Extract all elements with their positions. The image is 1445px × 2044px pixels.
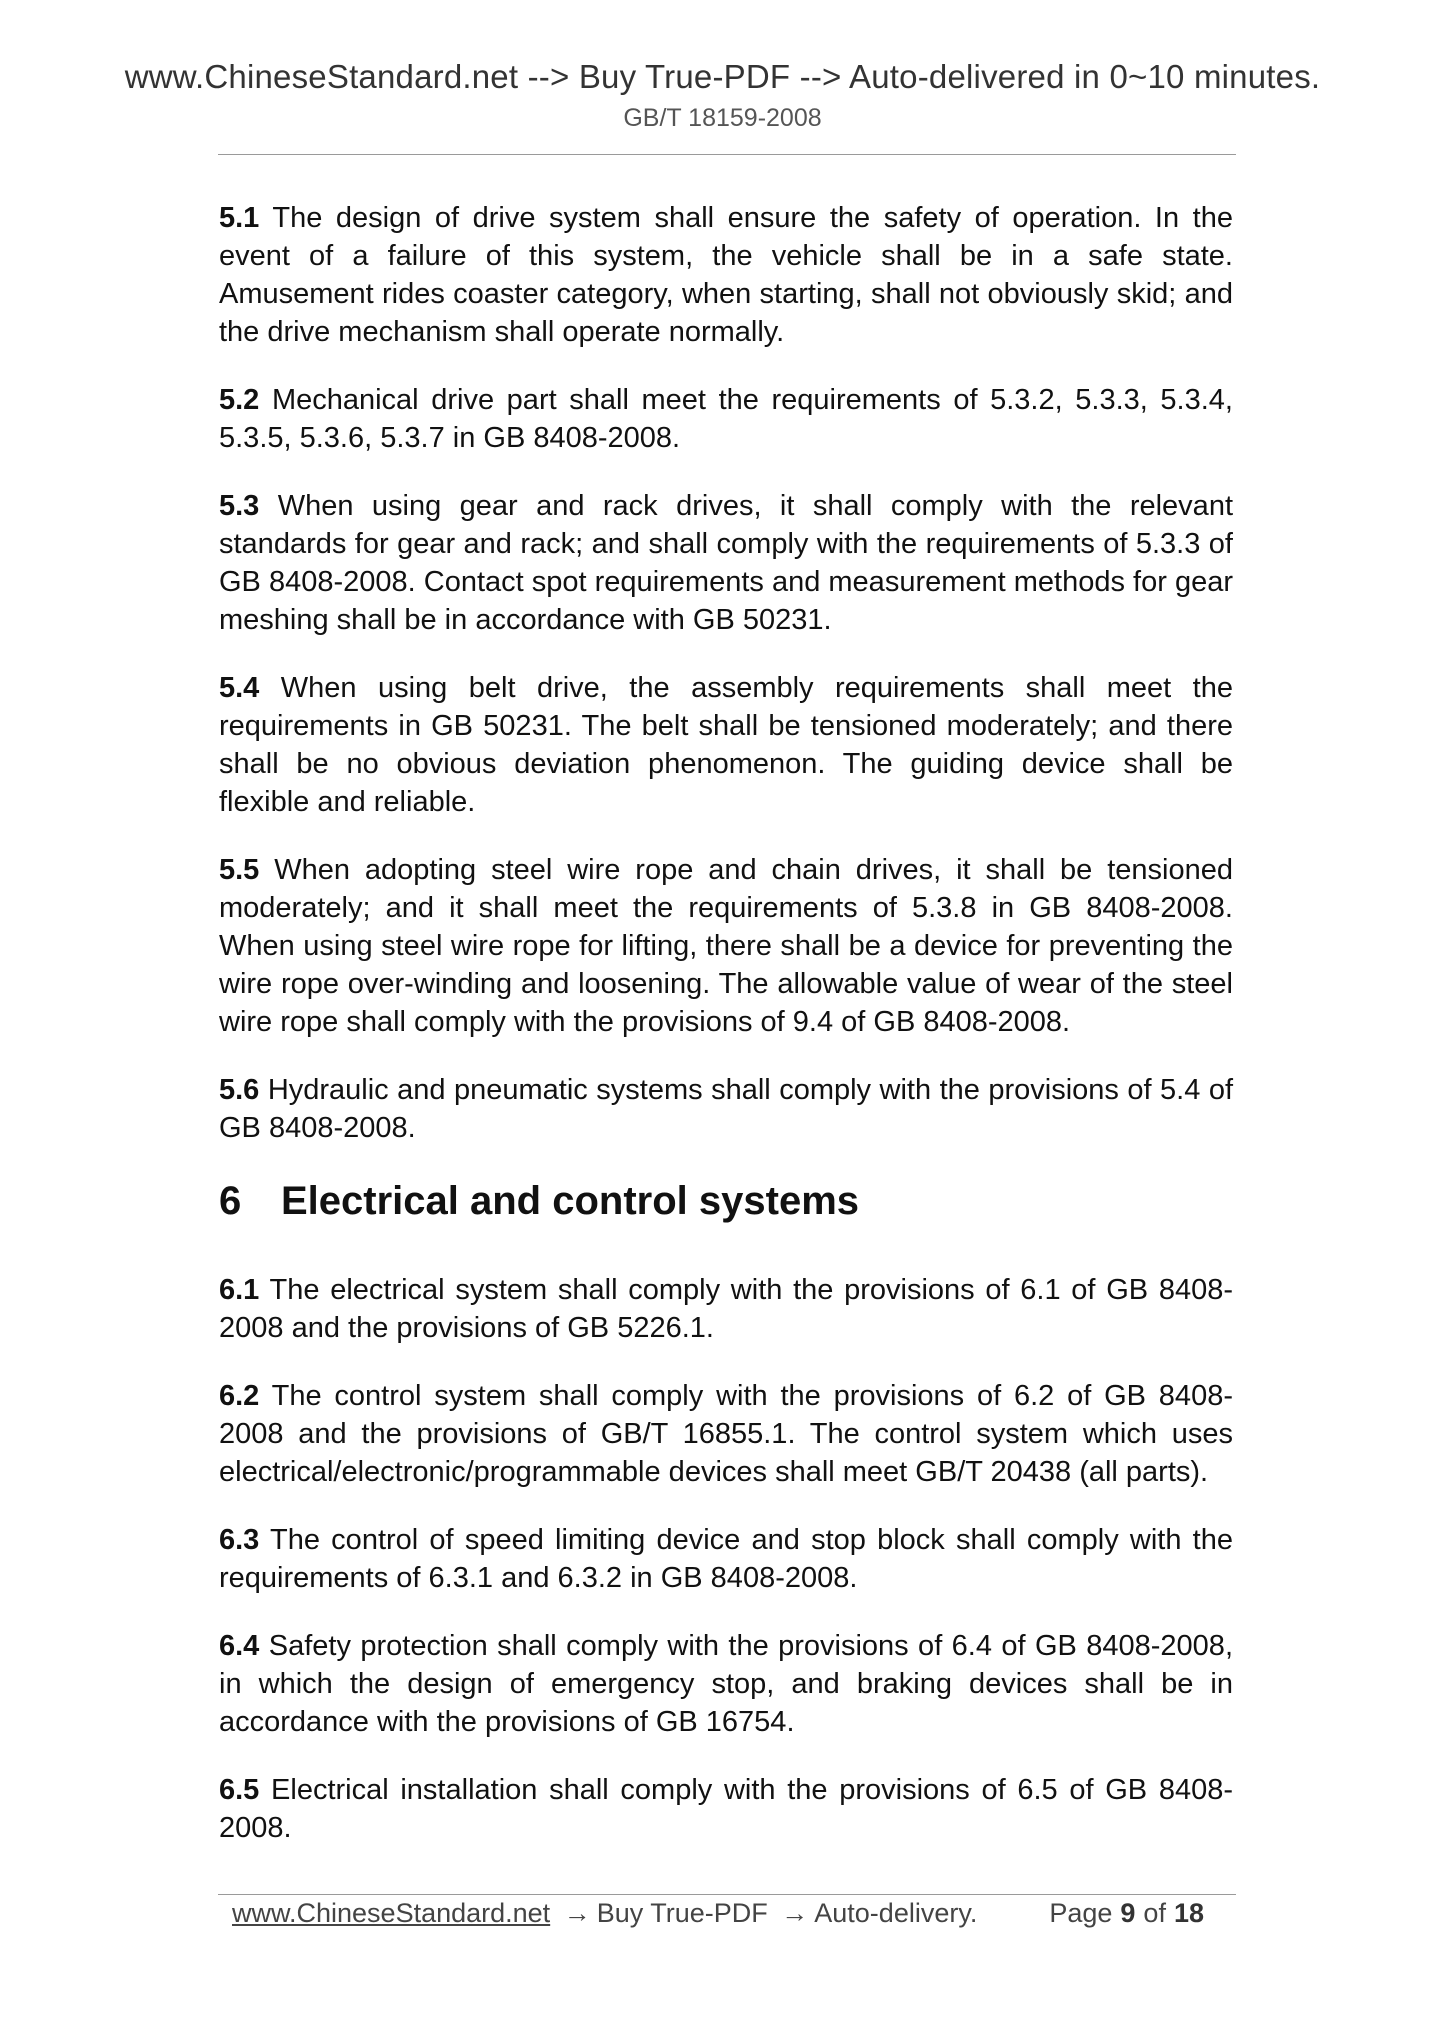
clause-number: 6.1: [219, 1274, 260, 1306]
clause-text: Mechanical drive part shall meet the requirements of 5.3.2, 5.3.3, 5.3.4, 5.3.5, 5.3.6, 5.3.7 in GB 8408-2008.: [219, 384, 1233, 454]
clause-number: 6.3: [219, 1524, 260, 1556]
footer-divider: [218, 1894, 1236, 1895]
clause-5-5: [219, 851, 1233, 1041]
clause-number: 5.4: [219, 672, 260, 704]
footer-buy-text: Buy True-PDF: [596, 1898, 768, 1928]
clause-text: Electrical installation shall comply with the provisions of 6.5 of GB 8408-2008.: [219, 1774, 1234, 1844]
arrow-right-icon: →: [781, 1898, 809, 1928]
page-total: 18: [1173, 1898, 1204, 1928]
clause-5-2: [219, 381, 1233, 457]
clause-number: 6.4: [219, 1630, 260, 1662]
clause-5-4: [219, 669, 1233, 821]
arrow-right-icon: →: [563, 1898, 591, 1928]
page-indicator: [1049, 1898, 1212, 1929]
clause-6-3: [219, 1521, 1233, 1597]
clause-number: 6.2: [219, 1380, 260, 1412]
clause-text: When adopting steel wire rope and chain drives, it shall be tensioned moderately; and it shall meet the requirements of 5.3.8 in GB 8408-2008. When using steel wire rope for lifting, there shall be a device for preventing the wire rope over-winding and loosening. The allowable value of wear of the steel wire rope shall comply with the provisions of 9.4 of GB 8408-2008.: [219, 854, 1233, 1038]
clause-6-2: [219, 1377, 1233, 1491]
clause-text: When using gear and rack drives, it shall comply with the relevant standards for gear and rack; and shall comply with the requirements of 5.3.3 of GB 8408-2008. Contact spot requirements and measurement methods for gear meshing shall be in accordance with GB 50231.: [219, 490, 1233, 636]
clause-6-4: [219, 1627, 1233, 1741]
header-banner: www.ChineseStandard.net --> Buy True-PDF --> Auto-delivered in 0~10 minutes.: [124, 58, 1321, 95]
clause-number: 5.2: [219, 384, 260, 416]
section-title: Electrical and control systems: [281, 1179, 860, 1223]
footer: [232, 1898, 1212, 1938]
clause-text: The electrical system shall comply with the provisions of 6.1 of GB 8408-2008 and the provisions of GB 5226.1.: [219, 1274, 1233, 1344]
page-label: Page: [1049, 1898, 1113, 1928]
standard-code: GB/T 18159-2008: [623, 104, 822, 132]
clause-text: When using belt drive, the assembly requirements shall meet the requirements in GB 50231. The belt shall be tensioned moderately; and there shall be no obvious deviation phenomenon. The guiding device shall be flexible and reliable.: [219, 672, 1233, 818]
clause-number: 5.3: [219, 490, 260, 522]
clause-text: The control of speed limiting device and stop block shall comply with the requirements of 6.3.1 and 6.3.2 in GB 8408-2008.: [219, 1524, 1233, 1594]
clause-number: 6.5: [219, 1774, 260, 1806]
clause-text: Safety protection shall comply with the provisions of 6.4 of GB 8408-2008, in which the design of emergency stop, and braking devices shall be in accordance with the provisions of GB 16754.: [219, 1630, 1233, 1738]
clause-number: 5.6: [219, 1074, 260, 1106]
header-divider: [218, 154, 1236, 155]
clause-5-1: [219, 199, 1233, 351]
page-current: 9: [1120, 1898, 1136, 1928]
clause-6-1: [219, 1271, 1233, 1347]
clause-text: Hydraulic and pneumatic systems shall comply with the provisions of 5.4 of GB 8408-2008.: [219, 1074, 1234, 1144]
clause-text: The design of drive system shall ensure the safety of operation. In the event of a failure of this system, the vehicle shall be in a safe state. Amusement rides coaster category, when starting, shall not obviously skid; and the drive mechanism shall operate normally.: [219, 202, 1233, 348]
document-body: [219, 199, 1233, 1877]
section-number: 6: [219, 1179, 242, 1223]
clause-5-6: [219, 1071, 1233, 1147]
clause-5-3: [219, 487, 1233, 639]
clause-number: 5.5: [219, 854, 260, 886]
section-6-heading: [219, 1177, 1233, 1225]
clause-6-5: [219, 1771, 1233, 1847]
footer-site-link[interactable]: www.ChineseStandard.net: [232, 1898, 551, 1928]
footer-delivery-text: Auto-delivery.: [814, 1898, 978, 1928]
page-of: of: [1143, 1898, 1166, 1928]
clause-number: 5.1: [219, 202, 260, 234]
clause-text: The control system shall comply with the provisions of 6.2 of GB 8408-2008 and the provisions of GB/T 16855.1. The control system which uses electrical/electronic/programmable devices shall meet GB/T 20438 (all parts).: [219, 1380, 1233, 1488]
